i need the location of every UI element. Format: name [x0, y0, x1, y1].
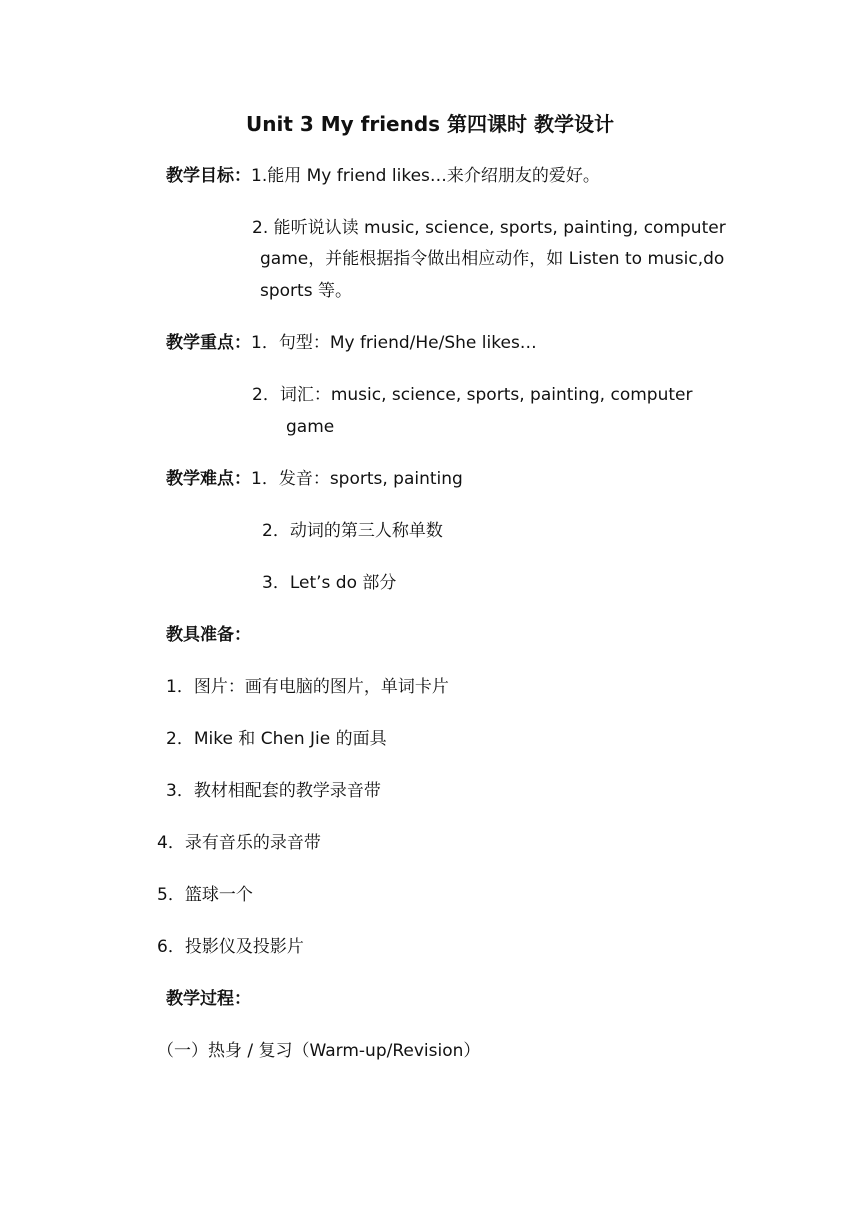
objectives-item-2-line-3: sports 等。 [260, 281, 352, 301]
difficulties-item-1: 1．发音：sports, painting [251, 469, 463, 489]
materials-item-3: 3．教材相配套的教学录音带 [166, 781, 381, 801]
key-points-item-2-line-1: 2．词汇：music, science, sports, painting, computer [252, 385, 693, 405]
materials-item-5: 5．篮球一个 [157, 885, 253, 905]
difficulties-item-3: 3．Let’s do 部分 [262, 573, 397, 593]
key-points-item-1: 1．句型：My friend/He/She likes… [251, 333, 537, 353]
key-points-item-2-line-2: game [286, 417, 335, 437]
objectives-item-2-line-2: game，并能根据指令做出相应动作，如 Listen to music,do [260, 249, 725, 269]
materials-item-4: 4．录有音乐的录音带 [157, 833, 321, 853]
objectives-item-1: 1.能用 My friend likes…来介绍朋友的爱好。 [251, 166, 600, 186]
objectives-label: 教学目标： [166, 166, 251, 186]
difficulties-label: 教学难点： [166, 469, 251, 489]
key-points-label: 教学重点： [166, 333, 251, 353]
difficulties-row [166, 467, 463, 491]
document-title: Unit 3 My friends 第四课时 教学设计 [245, 112, 614, 136]
key-points-row [166, 331, 537, 355]
materials-item-6: 6．投影仪及投影片 [157, 937, 304, 957]
process-label: 教学过程： [166, 989, 251, 1009]
objectives-item-2-line-1: 2. 能听说认读 music, science, sports, painting, computer [252, 218, 726, 238]
materials-item-2: 2．Mike 和 Chen Jie 的面具 [166, 729, 387, 749]
difficulties-item-2: 2．动词的第三人称单数 [262, 521, 443, 541]
objectives-row [166, 164, 600, 188]
process-step-1: （一）热身 / 复习（Warm-up/Revision） [157, 1041, 481, 1061]
materials-item-1: 1．图片：画有电脑的图片，单词卡片 [166, 677, 449, 697]
materials-label: 教具准备： [166, 625, 251, 645]
